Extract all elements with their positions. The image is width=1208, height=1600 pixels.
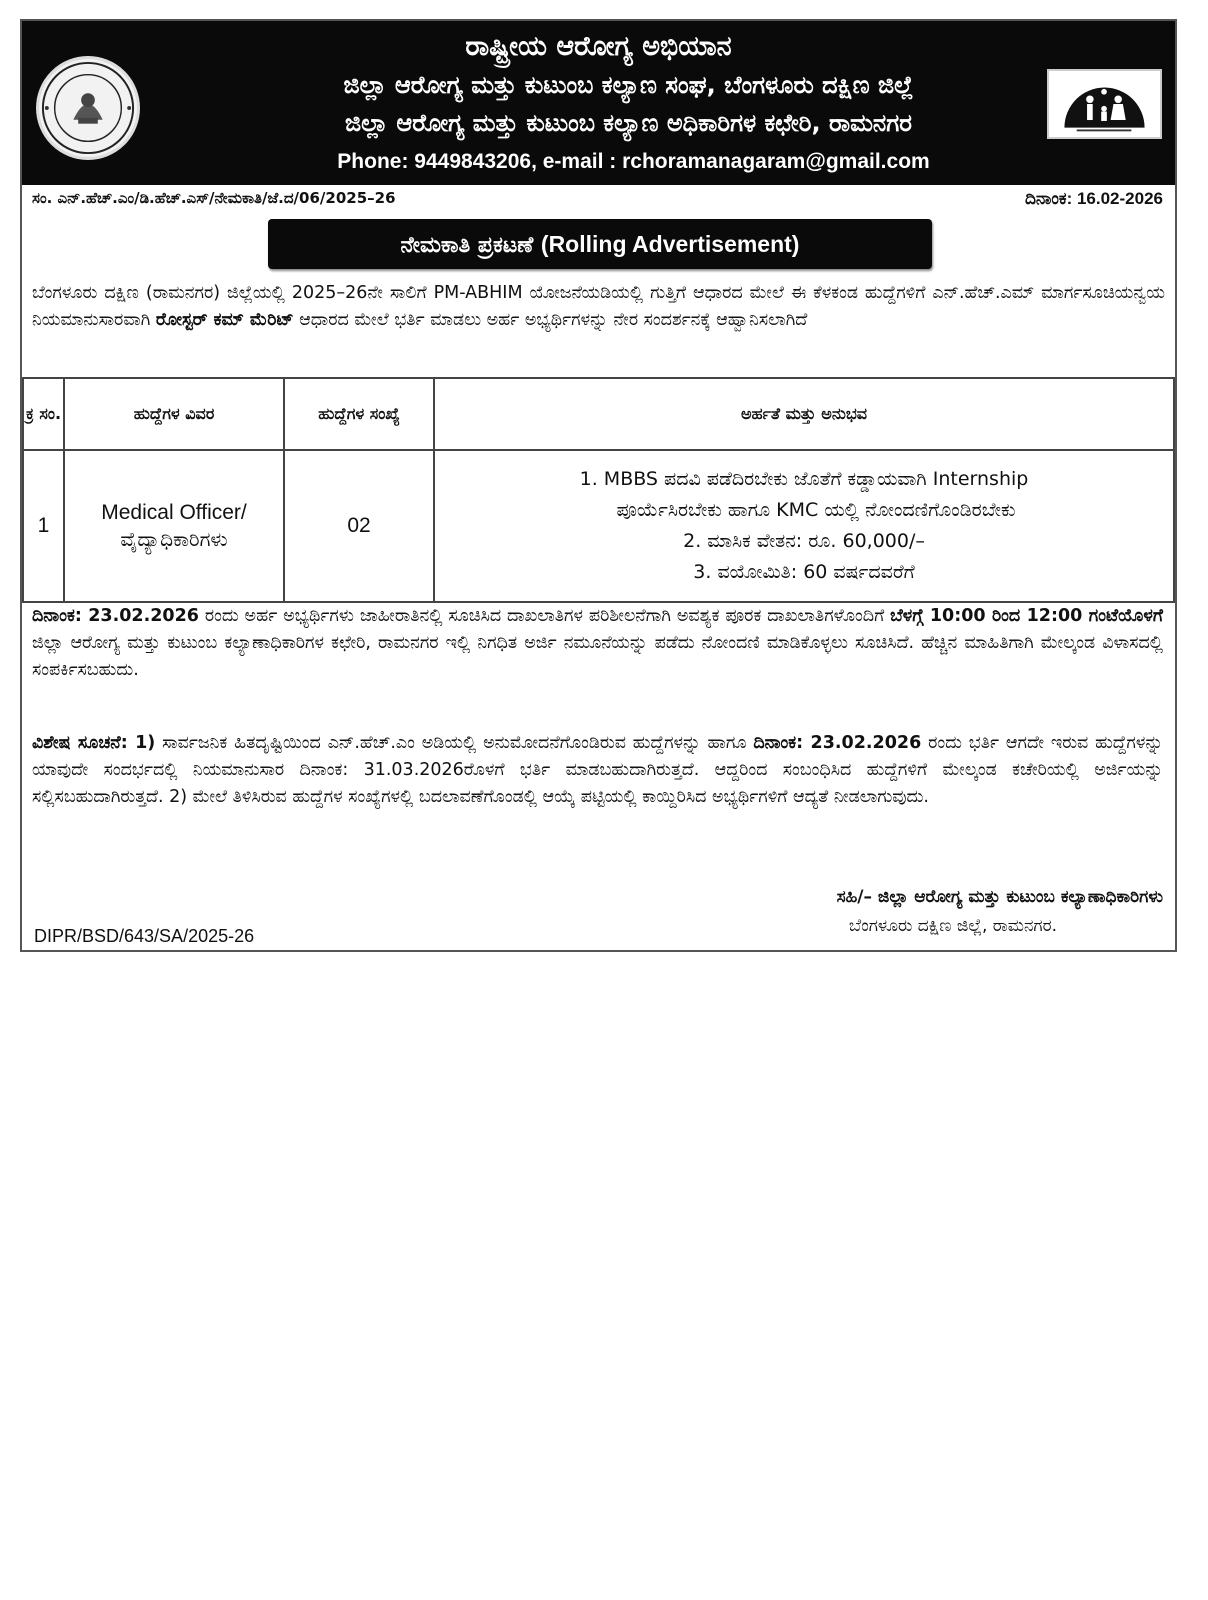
signature-location: ಬೆಂಗಳೂರು ದಕ್ಷಿಣ ಜಿಲ್ಲೆ, ರಾಮನಗರ. bbox=[848, 916, 1057, 936]
header-qualification: ಅರ್ಹತೆ ಮತ್ತು ಅನುಭವ bbox=[434, 378, 1174, 450]
notice-date bbox=[1025, 189, 1163, 209]
date-label: ದಿನಾಂಕ: bbox=[1024, 189, 1073, 208]
qualification-item: ಪೂರ್ಯೆಸಿರಬೇಕು ಹಾಗೂ KMC ಯಲ್ಲಿ ನೋಂದಣಿಗೊಂಡಿರಬೇಕು bbox=[616, 499, 1016, 521]
notice-header bbox=[22, 21, 1175, 185]
date-value: 16.02-2026 bbox=[1076, 189, 1163, 208]
reference-number: ಸಂ. ಎನ್.ಹೆಚ್.ಎಂ/ಡಿ.ಹೆಚ್.ಎಸ್/ನೇಮಕಾತಿ/ಜೆ.ದ/06/2025–26 bbox=[32, 189, 396, 207]
header-post-count: ಹುದ್ದೆಗಳ ಸಂಖ್ಯೆ bbox=[284, 378, 434, 450]
table-header-row bbox=[23, 378, 1174, 450]
header-contact: Phone: 9449843206, e-mail : rchoramanagaram@gmail.com bbox=[337, 150, 930, 173]
special-note-text-1: ಸಾರ್ವಜನಿಕ ಹಿತದೃಷ್ಟಿಯಿಂದ ಎನ್.ಹೆಚ್.ಎಂ ಅಡಿಯಲ್ಲಿ ಅನುಮೋದನೆಗೊಂಡಿರುವ ಹುದ್ದೆಗಳನ್ನು ಹಾಗೂ bbox=[155, 733, 754, 753]
intro-text-2: ಆಧಾರದ ಮೇಲೆ ಭರ್ತಿ ಮಾಡಲು ಅರ್ಹ ಅಭ್ಯರ್ಥಿಗಳನ್ನು ನೇರ ಸಂದರ್ಶನಕ್ಕೆ ಆಹ್ವಾನಿಸಲಾಗಿದೆ bbox=[293, 310, 808, 330]
title-english: (Rolling Advertisement) bbox=[540, 231, 800, 257]
cell-post-count: 02 bbox=[284, 450, 434, 602]
karnataka-govt-seal-icon bbox=[36, 56, 140, 160]
dipr-reference: DIPR/BSD/643/SA/2025-26 bbox=[34, 926, 255, 946]
interview-time: ಬೆಳಗ್ಗೆ 10:00 ರಿಂದ 12:00 ಗಂಟೆಯೊಳಗೆ bbox=[890, 606, 1163, 626]
qualification-item: 3. ವಯೋಮಿತಿ: 60 ವರ್ಷದವರೆಗೆ bbox=[693, 561, 915, 583]
posts-table bbox=[22, 377, 1175, 603]
qualification-item: 2. ಮಾಸಿಕ ವೇತನ: ರೂ. 60,000/– bbox=[683, 530, 925, 552]
intro-text-1: ಬೆಂಗಳೂರು ದಕ್ಷಿಣ (ರಾಮನಗರ) ಜಿಲ್ಲೆಯಲ್ಲಿ 2025–26ನೇ ಸಾಲಿಗೆ PM-ABHIM ಯೋಜನೆಯಡಿಯಲ್ಲಿ ಗುತ್ತಿಗೆ ಆಧಾರದ ಮೇಲೆ ಈ ಕೆಳಕಂಡ ಹುದ್ದೆಗಳಿಗೆ ಎನ್.ಹೆಚ್.ಎಮ್ ಮಾರ್ಗಸೂಚಿಯನ್ವಯ ನಿಯಮಾನುಸಾರವಾಗಿ bbox=[32, 283, 1165, 330]
header-title: ರಾಷ್ಟ್ರೀಯ ಆರೋಗ್ಯ ಅಭಿಯಾನ bbox=[465, 31, 732, 62]
interview-text-2: ಜಿಲ್ಲಾ ಆರೋಗ್ಯ ಮತ್ತು ಕುಟುಂಬ ಕಲ್ಯಾಣಾಧಿಕಾರಿಗಳ ಕಛೇರಿ, ರಾಮನಗರ ಇಲ್ಲಿ ನಿಗಧಿತ ಅರ್ಜಿ ನಮೂನೆಯನ್ನು ಪಡೆದು ನೋಂದಣಿ ಮಾಡಿಕೊಳ್ಳಲು ಸೂಚಿಸಿದೆ. ಹೆಚ್ಚಿನ ಮಾಹಿತಿಗಾಗಿ ಮೇಲ್ಕಂಡ ವಿಳಾಸದಲ್ಲಿ ಸಂಪರ್ಕಿಸಬಹುದು. bbox=[32, 633, 1163, 680]
special-note-label: ವಿಶೇಷ ಸೂಚನೆ: 1) bbox=[32, 733, 156, 753]
recruitment-notice bbox=[20, 19, 1177, 952]
notice-title-badge bbox=[268, 219, 932, 269]
interview-text-1: ರಂದು ಅರ್ಹ ಅಭ್ಯರ್ಥಿಗಳು ಜಾಹೀರಾತಿನಲ್ಲಿ ಸೂಚಿಸಿದ ದಾಖಲಾತಿಗಳ ಪರಿಶೀಲನೆಗಾಗಿ ಅವಶ್ಯಕ ಪೂರಕ ದಾಖಲಾತಿಗಳೊಂದಿಗೆ bbox=[198, 606, 891, 626]
intro-bold: ರೋಸ್ಟರ್ ಕಮ್ ಮೆರಿಟ್ bbox=[155, 310, 294, 330]
interview-instructions bbox=[32, 603, 1163, 684]
nhm-family-logo-icon bbox=[1047, 69, 1162, 139]
post-name-english: Medical Officer/ bbox=[101, 501, 247, 524]
special-note bbox=[32, 730, 1163, 811]
header-office: ಜಿಲ್ಲಾ ಆರೋಗ್ಯ ಮತ್ತು ಕುಟುಂಬ ಕಲ್ಯಾಣ ಅಧಿಕಾರಿಗಳ ಕಛೇರಿ, ರಾಮನಗರ bbox=[345, 109, 912, 137]
cell-qualifications bbox=[434, 450, 1174, 602]
reference-row bbox=[32, 187, 1163, 209]
table-row bbox=[23, 450, 1174, 602]
cell-post-name bbox=[64, 450, 284, 602]
qualification-item: 1. MBBS ಪದವಿ ಪಡೆದಿರಬೇಕು ಜೊತೆಗೆ ಕಡ್ಡಾಯವಾಗಿ Internship bbox=[579, 468, 1029, 490]
title-kannada: ನೇಮಕಾತಿ ಪ್ರಕಟಣೆ bbox=[400, 233, 534, 258]
header-post-details: ಹುದ್ದೆಗಳ ವಿವರ bbox=[64, 378, 284, 450]
signature-title: ಸಹಿ/– ಜಿಲ್ಲಾ ಆರೋಗ್ಯ ಮತ್ತು ಕುಟುಂಬ ಕಲ್ಯಾಣಾಧಿಕಾರಿಗಳು bbox=[836, 887, 1163, 907]
header-sl-no: ಕ್ರ ಸಂ. bbox=[23, 378, 64, 450]
intro-paragraph bbox=[32, 280, 1165, 334]
header-society: ಜಿಲ್ಲಾ ಆರೋಗ್ಯ ಮತ್ತು ಕುಟುಂಬ ಕಲ್ಯಾಣ ಸಂಘ, ಬೆಂಗಳೂರು ದಕ್ಷಿಣ ಜಿಲ್ಲೆ bbox=[343, 71, 914, 99]
cell-sl-no: 1 bbox=[23, 450, 64, 602]
special-note-date: ದಿನಾಂಕ: 23.02.2026 bbox=[753, 733, 922, 753]
interview-date: ದಿನಾಂಕ: 23.02.2026 bbox=[32, 606, 199, 626]
post-name-kannada: ವೈದ್ಯಾಧಿಕಾರಿಗಳು bbox=[120, 527, 228, 551]
special-note-text-2: ರಂದು ಭರ್ತಿ ಆಗದೇ ಇರುವ ಹುದ್ದೆಗಳನ್ನು ಯಾವುದೇ ಸಂದರ್ಭದಲ್ಲಿ ನಿಯಮಾನುಸಾರ ದಿನಾಂಕ: 31.03.2026ರೊಳಗೆ ಭರ್ತಿ ಮಾಡಬಹುದಾಗಿರುತ್ತದೆ. ಆದ್ದರಿಂದ ಸಂಬಂಧಿಸಿದ ಹುದ್ದೆಗಳಿಗೆ ಮೇಲ್ಕಂಡ ಕಚೇರಿಯಲ್ಲಿ ಅರ್ಜಿಯನ್ನು ಸಲ್ಲಿಸಬಹುದಾಗಿರುತ್ತದೆ. 2) ಮೇಲೆ ತಿಳಿಸಿರುವ ಹುದ್ದೆಗಳ ಸಂಖ್ಯೆಗಳಲ್ಲಿ ಬದಲಾವಣೆಗೊಂಡಲ್ಲಿ ಆಯ್ಕೆ ಪಟ್ಟಿಯಲ್ಲಿ ಕಾಯ್ದಿರಿಸಿದ ಅಭ್ಯರ್ಥಿಗಳಿಗೆ ಆದ್ಯತೆ ನೀಡಲಾಗುವುದು. bbox=[32, 733, 1164, 807]
